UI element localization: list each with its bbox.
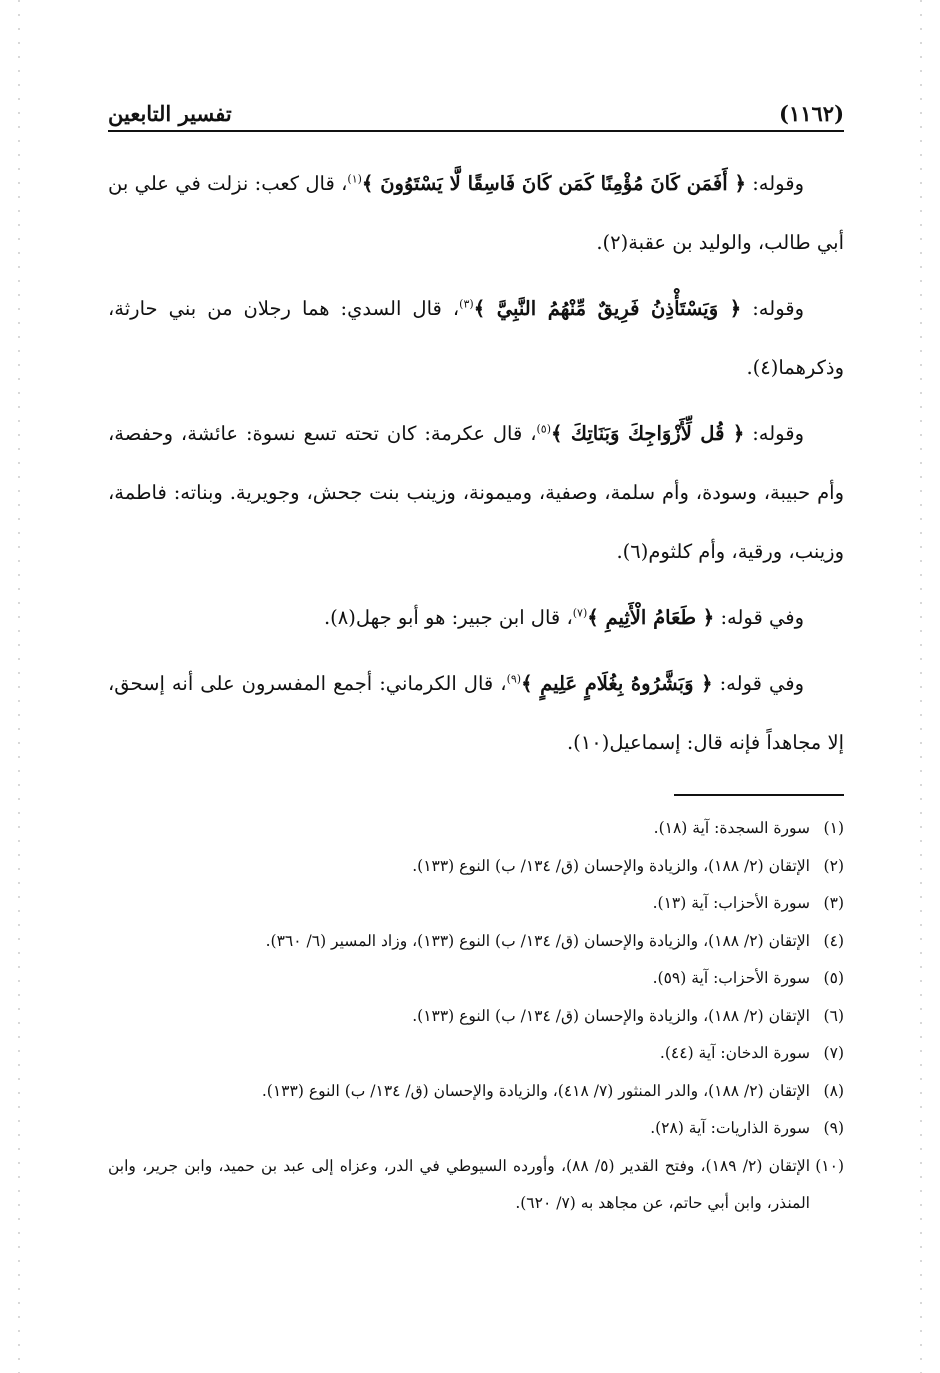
footnote-item xyxy=(108,998,844,1036)
running-title: تفسير التابعين xyxy=(108,101,232,126)
paragraph-body: ، قال الكرماني: أجمع المفسرون على أنه إسحق، إلا مجاهداً فإنه قال: إسماعيل(١٠). xyxy=(108,672,844,754)
paragraph-intro: وقوله: xyxy=(744,422,804,445)
scan-edge-right xyxy=(920,0,922,1373)
footnote-text: الإتقان (٢/ ١٨٨)، والزيادة والإحسان (ق/ ١٣٤/ ب) النوع (١٣٣)، وزاد المسير (٦/ ٣٦٠). xyxy=(265,931,810,950)
footnote-item xyxy=(108,848,844,886)
footnote-divider xyxy=(674,794,844,796)
paragraph-1 xyxy=(108,154,844,272)
paragraph-2 xyxy=(108,279,844,397)
paragraph-intro: وقوله: xyxy=(741,297,805,320)
paragraph-4 xyxy=(108,588,844,647)
footnote-ref: (٧) xyxy=(572,606,588,620)
footnote-item xyxy=(108,1110,844,1148)
footnote-number: (٨) xyxy=(823,1081,844,1100)
footnote-text: سورة السجدة: آية (١٨). xyxy=(653,819,810,837)
footnote-text: سورة الدخان: آية (٤٤). xyxy=(659,1044,810,1062)
footnotes-section xyxy=(108,810,844,1223)
paragraph-body: ، قال كعب: نزلت في علي بن أبي طالب، والوليد بن عقبة(٢). xyxy=(108,172,844,254)
paragraph-body: ، قال عكرمة: كان تحته تسع نسوة: عائشة، وحفصة، وأم حبيبة، وسودة، وأم سلمة، وصفية، وميمونة، وزينب بنت جحش، وجويرية. وبناته: فاطمة، وزينب، ورقية، وأم كلثوم(٦). xyxy=(108,422,844,563)
footnote-text: الإتقان (٢/ ١٨٨)، والزيادة والإحسان (ق/ ١٣٤/ ب) النوع (١٣٣). xyxy=(412,856,810,875)
footnote-number: (٩) xyxy=(823,1119,844,1137)
book-page xyxy=(108,92,844,1223)
footnote-item xyxy=(108,1073,844,1111)
footnote-item xyxy=(108,1035,844,1073)
footnote-ref: (٩) xyxy=(506,672,522,686)
footnote-number: (٢) xyxy=(823,856,844,875)
footnote-item xyxy=(108,1148,844,1223)
footnote-number: (١٠) xyxy=(815,1156,844,1175)
footnote-number: (٧) xyxy=(823,1044,844,1062)
footnote-text: سورة الأحزاب: آية (٥٩). xyxy=(652,969,810,987)
paragraph-5 xyxy=(108,654,844,772)
footnote-item xyxy=(108,885,844,923)
footnote-text: الإتقان (٢/ ١٨٨)، والدر المنثور (٧/ ٤١٨)، والزيادة والإحسان (ق/ ١٣٤/ ب) النوع (١٣٣). xyxy=(261,1081,810,1100)
footnote-text: سورة الأحزاب: آية (١٣). xyxy=(652,894,810,912)
paragraph-intro: وفي قوله: xyxy=(712,672,805,695)
footnote-item xyxy=(108,960,844,998)
main-text xyxy=(108,154,844,772)
footnote-ref: (٣) xyxy=(459,297,474,311)
footnote-number: (٥) xyxy=(823,969,844,987)
footnote-text: سورة الذاريات: آية (٢٨). xyxy=(650,1119,810,1137)
paragraph-intro: وفي قوله: xyxy=(714,606,804,629)
footnote-text: الإتقان (٢/ ١٨٩)، وفتح القدير (٥/ ٨٨)، وأورده السيوطي في الدر، وعزاه إلى عبد بن حميد، وابن جرير، وابن المنذر، وابن أبي حاتم، عن مجاهد به (٧/ ٦٢٠). xyxy=(108,1156,811,1212)
quran-verse: ﴿ وَيَسْتَأْذِنُ فَرِيقٌ مِّنْهُمُ النَّبِيَّ ﴾ xyxy=(473,297,742,320)
paragraph-3 xyxy=(108,404,844,581)
footnote-number: (١) xyxy=(823,819,844,837)
footnote-item xyxy=(108,923,844,961)
footnote-ref: (٥) xyxy=(536,422,552,436)
footnote-item xyxy=(108,810,844,848)
footnote-text: الإتقان (٢/ ١٨٨)، والزيادة والإحسان (ق/ ١٣٤/ ب) النوع (١٣٣). xyxy=(412,1006,810,1025)
quran-verse: ﴿ قُل لِّأَزْوَاجِكَ وَبَنَاتِكَ ﴾ xyxy=(551,422,745,445)
page-number: (١١٦٢) xyxy=(779,101,844,126)
quran-verse: ﴿ أَفَمَن كَانَ مُؤْمِنًا كَمَن كَانَ فَاسِقًا لَّا يَسْتَوُونَ ﴾ xyxy=(361,172,746,195)
footnote-number: (٣) xyxy=(823,894,844,912)
paragraph-body: ، قال ابن جبير: هو أبو جهل(٨). xyxy=(323,606,573,629)
quran-verse: ﴿ طَعَامُ الْأَثِيمِ ﴾ xyxy=(587,606,715,629)
paragraph-body: ، قال السدي: هما رجلان من بني حارثة، وذكرهما(٤). xyxy=(108,297,844,379)
footnote-number: (٦) xyxy=(823,1006,844,1025)
paragraph-intro: وقوله: xyxy=(745,172,804,195)
running-header xyxy=(108,92,844,132)
footnote-number: (٤) xyxy=(823,931,844,950)
quran-verse: ﴿ وَبَشَّرُوهُ بِغُلَامٍ عَلِيمٍ ﴾ xyxy=(521,672,713,695)
footnote-ref: (١) xyxy=(347,172,362,186)
scan-edge-left xyxy=(18,0,20,1373)
